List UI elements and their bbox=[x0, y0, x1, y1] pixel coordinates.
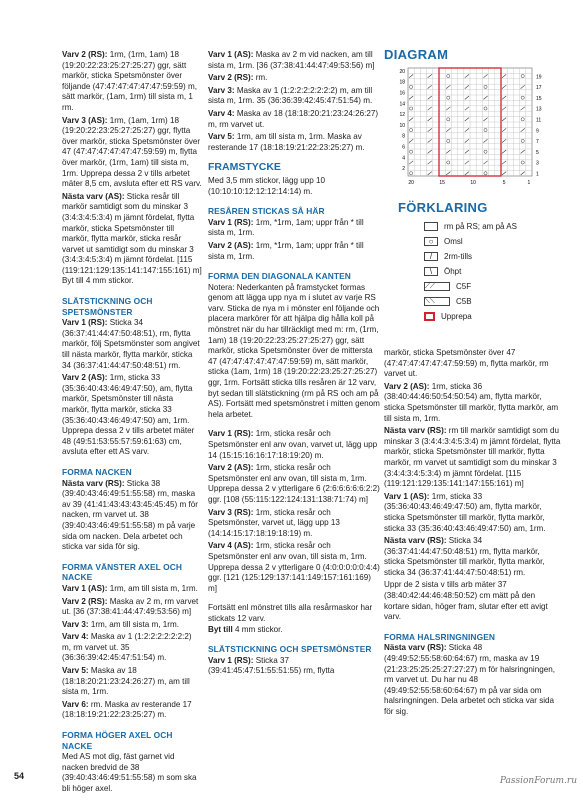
framstycke-p4 bbox=[208, 429, 380, 461]
row-text: rm. bbox=[255, 73, 268, 83]
instruction-paragraph bbox=[62, 584, 202, 595]
row-label: Varv 2 (RS): bbox=[208, 73, 256, 83]
instruction-paragraph bbox=[208, 73, 380, 84]
col-number: 15 bbox=[439, 180, 445, 186]
instruction-paragraph bbox=[62, 373, 202, 458]
legend-label: 2rm-tills bbox=[444, 252, 472, 261]
instruction-paragraph bbox=[62, 620, 202, 631]
instruction-paragraph bbox=[62, 192, 202, 287]
row-number-left: 18 bbox=[399, 79, 405, 86]
col-number: 5 bbox=[502, 180, 506, 186]
row-number-right: 15 bbox=[536, 95, 542, 102]
row-label: Varv 4 (AS): bbox=[208, 541, 256, 551]
instruction-paragraph bbox=[62, 666, 202, 698]
row-label: Varv 2 (AS): bbox=[384, 381, 432, 391]
legend-item bbox=[424, 282, 471, 291]
row-label: Nästa varv (RS): bbox=[384, 643, 449, 653]
instruction-paragraph bbox=[62, 700, 202, 721]
section-heading: FORMA HÖGER AXEL OCH NACKE bbox=[62, 730, 173, 751]
row-text: 1rm, sticka resår och Spetsmönster enl anv ovan, varvet ut, lägg upp 14 (15:15:16:16:17:18:19:20) m. bbox=[208, 429, 378, 460]
row-label: Varv 6: bbox=[62, 699, 91, 709]
col-number: 10 bbox=[470, 180, 476, 186]
row-text: Sticka 38 (39:40:43:46:49:51:55:58) rm, maska av 39 (41:41:43:43:43:45:45:45) m för nacken, rm varvet ut. 38 (39:40:43:46:49:51:55:58) m på varje sida om nacken. Dela arbetet och sticka var sida för sig. bbox=[62, 478, 198, 552]
omsl-icon: ○ bbox=[424, 237, 438, 246]
row-label: Varv 3 (AS): bbox=[62, 115, 110, 125]
c5b-icon: ⟍⟍ bbox=[424, 297, 450, 306]
row-number-right: 19 bbox=[536, 74, 542, 81]
legend-label: Upprepa bbox=[441, 312, 472, 321]
instruction-paragraph bbox=[62, 318, 202, 371]
section-heading: FORMA VÄNSTER AXEL OCH NACKE bbox=[62, 561, 183, 583]
row-label: Varv 1 (RS): bbox=[208, 217, 256, 227]
row-number-right: 13 bbox=[536, 106, 542, 113]
instruction-paragraph bbox=[62, 632, 202, 664]
row-text: Sticka 34 (36:37:41:44:47:50:48:51) rm, flytta markör, sticka Spetsmönster till markör, flytta markör, sticka 34 (36:37:41:44:47:50:48:51) rm. bbox=[384, 536, 545, 577]
col-number: 20 bbox=[408, 180, 414, 186]
row-number-right: 11 bbox=[536, 117, 542, 124]
legend-label: C5B bbox=[456, 297, 472, 306]
row-text: 1rm, *1rm, 1am; uppr från * till sista m, 1rm. bbox=[208, 240, 364, 261]
instruction-paragraph bbox=[208, 86, 380, 107]
row-text: Maska av 1 (1:2:2:2:2:2:2:2) m, rm varvet ut. 35 (36:36:39:42:45:47:51:54) m. bbox=[62, 632, 192, 663]
row-text: 1rm, sticka resår och Spetsmönster enl anv ovan, till sista m, 1rm. Upprepa dessa 2 v ytterligare 6 (2:6:6:6:6:6:2:2) ggr. [108 (55:115:122:124:131:138:71:74) m] bbox=[208, 463, 380, 504]
instruction-paragraph bbox=[62, 752, 202, 794]
row-text: 1rm, (1am, 1rm) 18 (19:20:22:23:25:27:25:27) ggr, flytta över markör, sticka Spetsmönster över 47 (47:47:47:47:47:47:59:59) m, flytta över markör, (1rm, 1am) till sista m, 1rm. Upprepa dessa 2 v tills arbetet mäter 8,5 cm, avsluta efter ett RS varv. bbox=[62, 115, 202, 189]
row-text: Uppr de 2 sista v tills arb mäter 37 (38:40:42:44:46:48:50:52) cm mätt på den kortare sidan, höger fram, slutar efter ett avigt varv. bbox=[384, 580, 548, 622]
instruction-paragraph bbox=[384, 492, 562, 534]
row-text: 1rm, sticka 36 (38:40:44:46:50:54:50:54) am, flytta markör, sticka Spetsmönster till markör, flytta markör, am till sista m, 1rm. bbox=[384, 381, 559, 423]
instruction-paragraph bbox=[384, 536, 562, 578]
row-label: Varv 2 (AS): bbox=[208, 463, 256, 473]
instruction-paragraph bbox=[62, 597, 202, 618]
row-text: Sticka resår till markör samtidigt som du minskar 3 (3:4:3:4:5:3:4) m jämnt fördelat, flytta markör, sticka Spetsmönster till markör, flytta markör, sticka resår varvet ut samtidigt som du minskar 3 (3:4:3:4:5:3:4) m jämnt fördelat. [115 (119:121:129:135:141:147:155:161) m] bbox=[62, 191, 202, 275]
row-number-left: 8 bbox=[402, 133, 405, 140]
legend-item bbox=[424, 312, 472, 321]
instruction-paragraph bbox=[62, 116, 202, 190]
row-text: 1rm, (1rm, 1am) 18 (19:20:22:23:25:27:25:27) ggr, sätt markör, sticka Spetsmönster över följande (47:47:47:47:47:47:59:59) m, sätt markör, (1am, 1rm) till sista m, 1 rm. bbox=[62, 50, 197, 112]
row-number-left: 6 bbox=[402, 144, 405, 151]
ohpt-icon: \ bbox=[424, 267, 438, 276]
row-label: Nästa varv (RS): bbox=[384, 536, 449, 546]
column-1 bbox=[62, 50, 202, 804]
framstycke-p8-bold: Byt till bbox=[208, 624, 233, 634]
row-number-left: 10 bbox=[399, 122, 405, 129]
row-number-left: 12 bbox=[399, 112, 405, 119]
row-label: Varv 1 (AS): bbox=[384, 491, 432, 501]
row-text: Maska av 2 m, rm varvet ut. [36 (37:38:41:44:47:49:53:56) m] bbox=[62, 596, 199, 617]
instruction-paragraph bbox=[384, 643, 562, 717]
framstycke-p7 bbox=[208, 541, 380, 594]
row-number-left: 2 bbox=[402, 166, 405, 173]
uppr-icon bbox=[424, 312, 435, 321]
row-number-right: 3 bbox=[536, 160, 539, 167]
row-text: 1rm, *1rm, 1am; uppr från * till sista m, 1rm. bbox=[208, 217, 364, 238]
row-text: 1rm, am till sista m, 1rm. Maska av resterande 17 (18:18:19:21:22:23:25:27) m. bbox=[208, 132, 365, 152]
row-number-left: 4 bbox=[402, 155, 405, 162]
row-text: rm till markör samtidigt som du minskar 3 (3:4:4:3:4:5:3:4) m jämnt fördelat, flytta markör, sticka Spetsmönster till markör, flytta markör, rm varvet ut samtidigt som du minskar 3 (3:4:4:3:4:5:3:4) m jämnt fördelat. [115 (119:121:129:135:141:147:155:161) m] bbox=[384, 426, 561, 489]
row-number-right: 5 bbox=[536, 149, 539, 156]
row-text: 1rm, sticka 33 (35:36:40:43:46:49:47:50) am, flytta markör, sticka Spetsmönster till markör, flytta markör, sticka 33 (35:36:40:43:46:49:47:50) am, 1rm. bbox=[384, 491, 546, 533]
framstycke-p8 bbox=[208, 603, 380, 635]
lace-chart bbox=[384, 64, 564, 194]
row-text: Maska av 18 (18:18:20:21:23:24:26:27) m, am till sista m, 1rm. bbox=[62, 666, 190, 697]
row-text: rm. Maska av resterande 17 (18:18:19:21:22:23:25:27) m. bbox=[62, 699, 192, 720]
row-label: Varv 3: bbox=[62, 619, 91, 629]
legend-label: rm på RS; am på AS bbox=[444, 222, 517, 231]
legend-label: Omsl bbox=[444, 237, 463, 246]
section-heading: FORMA HALSRINGNINGEN bbox=[384, 631, 496, 642]
row-label: Varv 2 (RS): bbox=[62, 50, 110, 59]
instruction-paragraph bbox=[208, 132, 380, 153]
row-text: Maska av 2 m vid nacken, am till sista m, 1rm. [36 (37:38:41:44:47:49:53:56) m] bbox=[208, 50, 375, 70]
row-number-left: 20 bbox=[399, 68, 405, 75]
instruction-paragraph bbox=[208, 109, 380, 130]
row-text: 1rm, am till sista m, 1rm. bbox=[109, 583, 198, 593]
row-number-right: 17 bbox=[536, 85, 542, 92]
row-text: 1rm, am till sista m, 1rm. bbox=[90, 619, 179, 629]
row-label: Varv 1 (RS): bbox=[62, 318, 110, 328]
diagram-heading: DIAGRAM bbox=[384, 47, 449, 62]
row-number-left: 16 bbox=[399, 90, 405, 97]
row-label: Varv 4: bbox=[62, 632, 91, 642]
framstycke-p5 bbox=[208, 463, 380, 505]
legend-item bbox=[424, 237, 463, 246]
row-label: Nästa varv (AS): bbox=[62, 191, 127, 201]
framstycke-intro: Med 3,5 mm stickor, lägg upp 10 (10:10:10:12:12:12:14:14) m. bbox=[208, 175, 325, 196]
row-number-right: 1 bbox=[536, 171, 539, 178]
section-heading: SLÄTSTICKNING OCH SPETSMÖNSTER bbox=[62, 296, 153, 317]
instruction-paragraph bbox=[384, 382, 562, 424]
row-label: Varv 1 (AS): bbox=[62, 583, 110, 593]
row-number-left: 14 bbox=[399, 101, 405, 108]
row-label: Nästa varv (RS): bbox=[384, 426, 449, 436]
instruction-paragraph bbox=[62, 479, 202, 553]
row-number-right: 7 bbox=[536, 139, 539, 146]
row-text: 1rm, sticka resår och Spetsmönster enl anv ovan, till sista m, 1rm. Upprepa dessa 2 v ytterligare 0 (4:0:0:0:0:0:4:4) ggr. [121 (125:129:137:141:149:157:161:169) m] bbox=[208, 541, 380, 593]
section-title-framstycke: FRAMSTYCKE bbox=[208, 161, 281, 174]
framstycke-p3: Notera: Nederkanten på framstycket formas genom att lägga upp nya m i slutet av varje RS varv. Sticka de nya m i mönster enl följande och placera markörer för att hjälpa dig hålla koll på mönstret när du har tillräckligt med m: rm, (1rm, 1am) 18 (19:20:22:23:25:27:25:27) ggr, sätt markör, sticka Spetsmönster över de mittersta 47 (47:47:47:47:47:47:59:59) m, sätt markör, sticka (1am, 1rm) 18 (19:20:22:23:25:27:25:27) ggr, 1rm. Fortsätt sticka tills resåren är 12 varv, byt sedan till slätstickning (rm på RS och am på AS). Fortsätt med spetsmönstret i mitten genom hela arbetet. bbox=[208, 282, 380, 419]
legend-item bbox=[424, 222, 517, 231]
heading-diagonal: FORMA DEN DIAGONALA KANTEN bbox=[208, 271, 351, 282]
row-text: markör, sticka Spetsmönster över 47 (47:47:47:47:47:47:59:59) m, flytta markör, rm varvet ut. bbox=[384, 348, 549, 379]
legend-item bbox=[424, 297, 472, 306]
c5f-icon: ⟋⟋ bbox=[424, 282, 450, 291]
row-label: Varv 1 (RS): bbox=[208, 429, 256, 439]
framstycke-p8-text: Fortsätt enl mönstret tills alla resårmaskor har stickats 12 varv. bbox=[208, 603, 373, 623]
row-text: Sticka 48 (49:49:52:55:58:60:64:67) rm, maska av 19 (21:23:25:25:25:27:27:27) m för halsringningen, rm varvet ut. Du har nu 48 (49:49:52:55:58:60:64:67) m på var sida om halsringningen. Dela arbetet och sticka var sida för sig. bbox=[384, 643, 555, 716]
row-number-right: 9 bbox=[536, 128, 539, 135]
page-number: 54 bbox=[14, 771, 25, 781]
instruction-paragraph bbox=[384, 580, 562, 622]
framstycke-p1 bbox=[208, 218, 380, 239]
framstycke-p6 bbox=[208, 508, 380, 540]
row-label: Varv 3: bbox=[208, 85, 237, 95]
rs-icon bbox=[424, 222, 438, 231]
framstycke-p2 bbox=[208, 241, 380, 262]
row-text: Maska av 1 (1:2:2:2:2:2:2:2) m, am till sista m, 1rm. 35 (36:36:39:42:45:47:51:54) m. bbox=[208, 85, 373, 106]
heading-slatstickning-2: SLÄTSTICKNING OCH SPETSMÖNSTER bbox=[208, 644, 372, 655]
instruction-paragraph bbox=[62, 50, 202, 114]
instruction-paragraph bbox=[384, 426, 562, 490]
row-text: Byt till bbox=[62, 276, 86, 286]
col-number: 1 bbox=[527, 180, 531, 186]
row-label: Varv 1 (RS): bbox=[208, 655, 256, 665]
row-text: 4 mm stickor. bbox=[85, 276, 134, 286]
legend-item bbox=[424, 267, 461, 276]
legend-label: Öhpt bbox=[444, 267, 462, 276]
legend-item bbox=[424, 252, 472, 261]
row-label: Varv 5: bbox=[208, 132, 237, 142]
framstycke-p9 bbox=[208, 656, 380, 677]
row-text: 1rm, sticka resår och Spetsmönster, varvet ut, lägg upp 13 (14:14:15:17:18:19:18:19) m. bbox=[208, 507, 340, 538]
row-label: Varv 2 (RS): bbox=[62, 596, 110, 606]
section-heading: FORMA NACKEN bbox=[62, 466, 132, 477]
instruction-paragraph bbox=[208, 50, 380, 71]
instruction-paragraph bbox=[384, 348, 562, 380]
row-label: Varv 2 (AS): bbox=[208, 240, 256, 250]
row-text: Maska av 18 (18:18:20:21:23:24:26:27) m, rm varvet ut. bbox=[208, 108, 379, 129]
row-label: Varv 2 (AS): bbox=[62, 373, 110, 383]
row-text: Sticka 37 (39:41:45:47:51:55:51:55) rm, flytta bbox=[208, 655, 335, 676]
heading-resaren: RESÅREN STICKAS SÅ HÄR bbox=[208, 206, 325, 217]
row-label: Varv 5: bbox=[62, 666, 91, 676]
row-label: Varv 4: bbox=[208, 108, 237, 118]
row-text: 1rm, sticka 33 (35:36:40:43:46:49:47:50), am, flytta markör, Spetsmönster till nästa markör, flytta markör, sticka 33 (35:36:40:43:46:49:47:50) am, 1rm. Upprepa dessa 2 v tills arbetet mäter 48 (49:51:53:55:57:59:61:63) cm, avsluta efter ett AS varv. bbox=[62, 373, 195, 457]
row-label: Nästa varv (RS): bbox=[62, 478, 127, 488]
framstycke-p8-tail: 4 mm stickor. bbox=[234, 624, 283, 634]
column-3 bbox=[384, 348, 562, 727]
diagram-title bbox=[384, 47, 562, 62]
legend-title: FÖRKLARING bbox=[398, 200, 488, 215]
watermark: PassionForum.ru bbox=[499, 776, 577, 786]
2rm-icon: / bbox=[424, 252, 438, 261]
legend-label: C5F bbox=[456, 282, 472, 291]
row-label: Varv 1 (AS): bbox=[208, 50, 256, 59]
row-text: Med AS mot dig, fäst garnet vid nacken bredvid de 38 (39:40:43:46:49:51:55:58) m som ska bli höger axel. bbox=[62, 752, 197, 793]
row-label: Varv 3 (RS): bbox=[208, 507, 256, 517]
row-text: Sticka 34 (36:37:41:44:47:50:48:51), rm, flytta markör, följ Spetsmönster som angivet till nästa markör, flytta markör, sticka 34 (36:37:41:44:47:50:48:51) rm. bbox=[62, 318, 200, 370]
column-2 bbox=[208, 50, 380, 686]
